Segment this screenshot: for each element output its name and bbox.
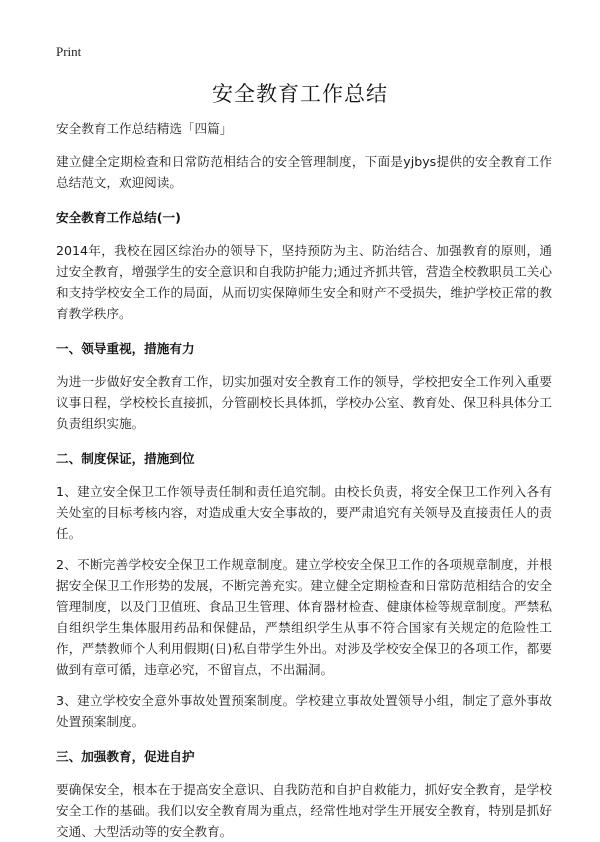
section1-paragraph: 为进一步做好安全教育工作，切实加强对安全教育工作的领导，学校把安全工作列入重要议事日程，学校校长直接抓，分管副校长具体抓，学校办公室、教育处、保卫科具体分工负责组织实施。 bbox=[56, 374, 552, 431]
section3-heading: 三、加强教育，促进自护 bbox=[56, 749, 195, 764]
section2-item1: 1、建立安全保卫工作领导责任制和责任追究制。由校长负责，将安全保卫工作列入各有关处室的目标考核内容，对造成重大安全事故的，要严肃追究有关领导及直接责任人的责任。 bbox=[56, 484, 552, 541]
page-title: 安全教育工作总结 bbox=[212, 82, 388, 106]
opening-paragraph: 2014年，我校在园区综治办的领导下，坚持预防为主、防治结合、加强教育的原则，通过安全教育，增强学生的安全意识和自我防护能力;通过齐抓共管，营造全校教职员工关心和支持学校安全工作的局面，从而切实保障师生安全和财产不受损失，维护学校正常的教育教学秩序。 bbox=[56, 243, 552, 321]
intro-paragraph: 建立健全定期检查和日常防范相结合的安全管理制度，下面是yjbys提供的安全教育工作总结范文，欢迎阅读。 bbox=[56, 154, 552, 190]
section2-heading: 二、制度保证，措施到位 bbox=[56, 451, 195, 466]
article-heading: 安全教育工作总结(一) bbox=[56, 210, 181, 225]
subtitle: 安全教育工作总结精选「四篇」 bbox=[56, 121, 233, 136]
print-link[interactable]: Print bbox=[56, 44, 82, 59]
section1-heading: 一、领导重视，措施有力 bbox=[56, 341, 195, 356]
article-body bbox=[56, 118, 552, 842]
section2-item2: 2、不断完善学校安全保卫工作规章制度。建立学校安全保卫工作的各项规章制度，并根据安全保卫工作形势的发展，不断完善充实。建立健全定期检查和日常防范相结合的安全管理制度，以及门卫值班、食品卫生管理、体育器材检查、健康体检等规章制度。严禁私自组织学生集体服用药品和保健品，严禁组织学生从事不符合国家有关规定的危险性工作，严禁教师个人利用假期(日)私自带学生外出。对涉及学校安全保卫的各项工作，都要做到有章可循，违章必究，不留盲点，不出漏洞。 bbox=[56, 557, 552, 677]
section2-item3: 3、建立学校安全意外事故处置预案制度。学校建立事故处置领导小组，制定了意外事故处置预案制度。 bbox=[56, 693, 552, 729]
section3-paragraph: 要确保安全，根本在于提高安全意识、自我防范和自护自救能力，抓好安全教育，是学校安全工作的基础。我们以安全教育周为重点，经常性地对学生开展安全教育，特别是抓好交通、大型活动等的安全教育。 bbox=[56, 782, 552, 839]
